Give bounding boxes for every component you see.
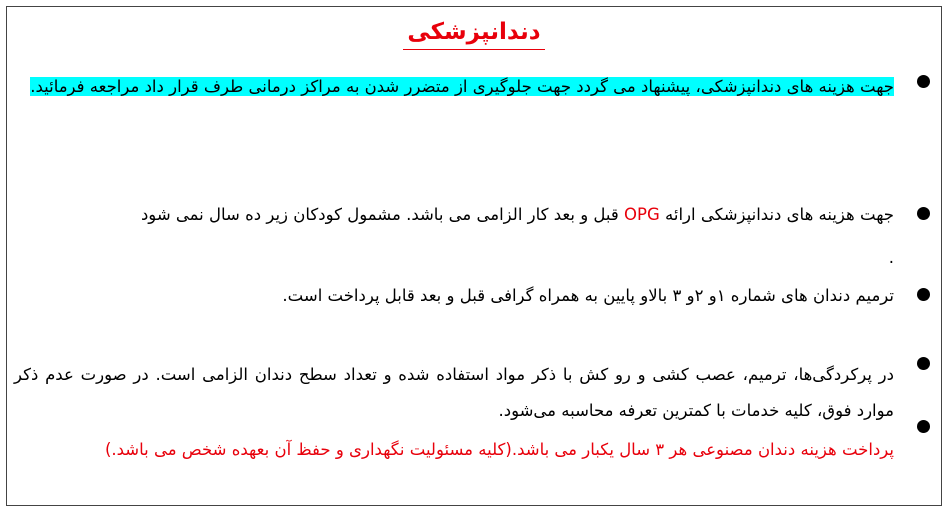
- highlighted-text: جهت هزینه های دندانپزشکی، پیشنهاد می گردد جهت جلوگیری از متضرر شدن به مراکز درمانی طرف قرار داد مراجعه فرمائید.: [30, 77, 894, 96]
- list-item-opg-requirement: [14, 197, 894, 233]
- list-item-denture: پرداخت هزینه دندان مصنوعی هر ۳ سال یکبار می باشد.(کلیه مسئولیت نگهداری و حفظ آن بعهده شخص می باشد.): [104, 440, 894, 459]
- list-item-restoration: ترمیم دندان های شماره ۱و ۲و ۳ بالاو پایین به همراه گرافی قبل و بعد قابل پرداخت است.: [282, 286, 894, 305]
- bullet-icon: [917, 288, 930, 301]
- bullet-icon: [917, 357, 930, 370]
- list-item-fillings: در پرکردگی‌ها، ترمیم، عصب کشی و رو کش با ذکر مواد استفاده شده و تعداد سطح دندان الزامی است. در صورت عدم ذکر موارد فوق، کلیه خدمات با کمترین تعرفه محاسبه می‌شود.: [14, 365, 894, 420]
- opg-label: OPG: [624, 205, 660, 224]
- bullet-icon: [917, 207, 930, 220]
- page-title: [0, 12, 948, 52]
- list-item-trailing-dot: .: [888, 248, 894, 267]
- bullet-icon: [917, 75, 930, 88]
- bullet-icon: [917, 420, 930, 433]
- list-item-network-recommendation: [14, 69, 894, 105]
- page-title-text: دندانپزشکی: [403, 16, 544, 50]
- opg-text-before: جهت هزینه های دندانپزشکی ارائه: [665, 205, 894, 224]
- opg-text-after: قبل و بعد کار الزامی می باشد. مشمول کودکان زیر ده سال نمی شود: [140, 205, 619, 224]
